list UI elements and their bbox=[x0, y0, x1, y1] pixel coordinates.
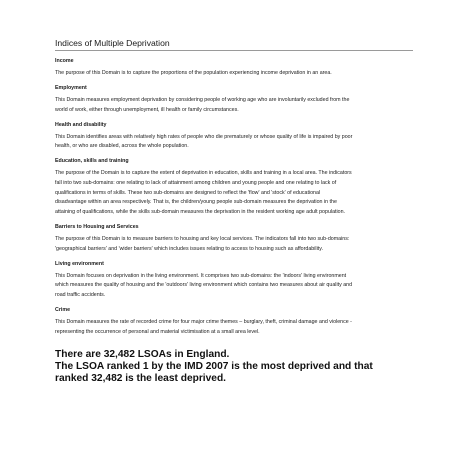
section-text-line: fall into two sub-domains: one relating to lack of attainment among children and young people and one relating to lack of bbox=[55, 180, 337, 187]
section-text-line: representing the occurrence of personal and material victimisation at a small area level. bbox=[55, 328, 260, 335]
section-text-line: The purpose of this Domain is to capture the proportions of the population experiencing income deprivation in an area. bbox=[55, 70, 332, 76]
section-text-line: This Domain identifies areas with relatively high rates of people who die prematurely or whose quality of life is impaired by poor bbox=[55, 133, 353, 140]
document-title: Indices of Multiple Deprivation bbox=[55, 38, 170, 48]
section-text-line: which measures the quality of housing and the 'outdoors' living environment which contains two measures about air quality and bbox=[55, 282, 353, 289]
section-text-line: health, or who are disabled, across the whole population. bbox=[55, 143, 189, 150]
section-heading: Crime bbox=[55, 306, 71, 313]
section-text-line: world of work, either through unemployment, ill health or family circumstances. bbox=[55, 106, 239, 113]
section-heading: Employment bbox=[55, 85, 87, 92]
section-heading: Barriers to Housing and Services bbox=[55, 223, 139, 230]
section-education-skills-training bbox=[55, 158, 427, 217]
section-text-line: 'geographical barriers' and 'wider barriers' which includes issues relating to access to housing such as affordability. bbox=[55, 245, 323, 252]
section-income bbox=[55, 58, 427, 79]
section-text-line: This Domain measures employment deprivation by considering people of working age who are involuntarily excluded from the bbox=[55, 97, 350, 104]
section-text-line: disadvantage within an area respectively. That is, the children/young people sub-domain measures the deprivation in the bbox=[55, 199, 337, 206]
section-barriers-housing-services bbox=[55, 224, 427, 254]
summary-statement bbox=[55, 349, 435, 384]
section-heading: Living environment bbox=[55, 260, 104, 267]
section-heading: Education, skills and training bbox=[55, 158, 129, 165]
section-heading: Income bbox=[55, 58, 74, 64]
summary-line: There are 32,482 LSOAs in England. bbox=[55, 349, 230, 360]
title-divider bbox=[55, 50, 413, 51]
section-health-and-disability bbox=[55, 122, 427, 152]
section-employment bbox=[55, 85, 427, 115]
section-text-line: qualifications in terms of skills. These two sub-domains are designed to reflect the 'flow' and 'stock' of educational bbox=[55, 189, 321, 196]
section-living-environment bbox=[55, 261, 427, 301]
summary-line: ranked 32,482 is the least deprived. bbox=[55, 372, 227, 384]
section-text-line: road traffic accidents. bbox=[55, 291, 106, 298]
summary-line: The LSOA ranked 1 by the IMD 2007 is the most deprived and that bbox=[55, 360, 373, 372]
section-text-line: The purpose of this Domain is to measure barriers to housing and key local services. The indicators fall into two sub-domains: bbox=[55, 235, 350, 242]
domain-sections bbox=[55, 58, 427, 344]
section-text-line: attaining of qualifications, while the skills sub-domain measures the deprivation in the resident working age adult population. bbox=[55, 208, 346, 215]
section-text-line: The purpose of the Domain is to capture the extent of deprivation in education, skills and training in a local area. The indicators bbox=[55, 170, 352, 177]
section-heading: Health and disability bbox=[55, 121, 107, 128]
section-text-line: This Domain focuses on deprivation in the living environment. It comprises two sub-domains: the 'indoors' living environment bbox=[55, 272, 347, 279]
section-text-line: This Domain measures the rate of recorded crime for four major crime themes – burglary, theft, criminal damage and violence - bbox=[55, 318, 352, 325]
section-crime bbox=[55, 307, 427, 337]
